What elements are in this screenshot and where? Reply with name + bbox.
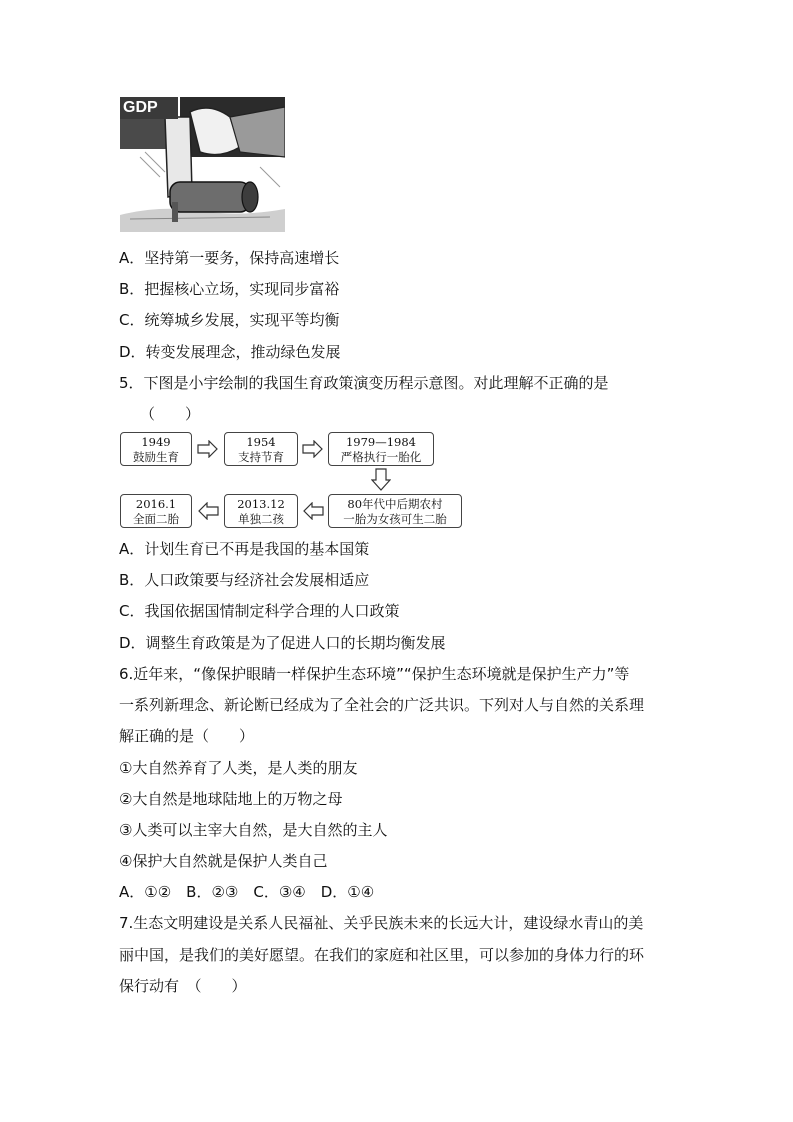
arrow-right-icon [302,440,324,458]
flow-box-year: 1979—1984 [345,435,417,449]
q6-stem-line-2: 一系列新理念、新论断已经成为了全社会的广泛共识。下列对人与自然的关系理 [119,696,645,714]
q7-stem-line-1: 7.生态文明建设是关系人民福祉、关乎民族未来的长远大计，建设绿水青山的美 [119,914,644,932]
flow-box-text: 全面二胎 [133,512,179,526]
flow-box-text: 单独二孩 [238,512,284,526]
flow-box-text: 支持节育 [238,450,284,464]
q4-option-b: B．把握核心立场，实现同步富裕 [119,280,340,298]
q7-stem-line-2: 丽中国，是我们的美好愿望。在我们的家庭和社区里，可以参加的身体力行的环 [119,946,645,964]
arrow-right-icon [197,440,219,458]
cartoon-illustration [120,97,285,232]
arrow-down-icon [371,468,391,492]
flow-box-year: 80年代中后期农村 [347,497,443,511]
q6-item-4: ④保护大自然就是保护人类自己 [119,852,328,870]
flow-box-year: 1949 [141,435,171,449]
q6-item-1: ①大自然养育了人类，是人类的朋友 [119,759,358,777]
flow-box-text: 严格执行一胎化 [340,450,422,464]
flow-box-1954 [224,432,298,466]
q5-stem: 5．下图是小宇绘制的我国生育政策演变历程示意图。对此理解不正确的是 [119,374,609,392]
q5-option-d: D．调整生育政策是为了促进人口的长期均衡发展 [119,634,446,652]
flow-box-1979-1984 [328,432,434,466]
q6-item-3: ③人类可以主宰大自然，是大自然的主人 [119,821,388,839]
flow-box-1980s-rural [328,494,462,528]
flow-box-1949 [120,432,192,466]
q7-stem-line-3: 保行动有 （ ） [119,977,247,995]
q6-choices: A．①② B．②③ C．③④ D．①④ [119,883,375,901]
flow-box-text: 鼓励生育 [133,450,179,464]
gdp-label: GDP [120,97,178,119]
q6-stem-line-3: 解正确的是（ ） [119,727,255,745]
flow-box-2016 [120,494,192,528]
flow-box-year: 1954 [246,435,276,449]
flow-box-year: 2016.1 [135,497,177,511]
q5-option-a: A．计划生育已不再是我国的基本国策 [119,540,370,558]
q4-option-d: D．转变发展理念，推动绿色发展 [119,343,341,361]
arrow-left-icon [197,502,219,520]
q4-option-c: C．统筹城乡发展，实现平等均衡 [119,311,340,329]
q6-stem-line-1: 6.近年来，“像保护眼睛一样保护生态环境”“保护生态环境就是保护生产力”等 [119,665,630,683]
flow-box-text: 一胎为女孩可生二胎 [343,512,447,526]
flow-box-2013 [224,494,298,528]
q6-item-2: ②大自然是地球陆地上的万物之母 [119,790,343,808]
q5-option-b: B．人口政策要与经济社会发展相适应 [119,571,370,589]
q5-option-c: C．我国依据国情制定科学合理的人口政策 [119,602,400,620]
q5-answer-paren: （ ） [140,405,201,423]
flow-box-year: 2013.12 [237,497,285,511]
arrow-left-icon [302,502,324,520]
q4-option-a: A．坚持第一要务，保持高速增长 [119,249,340,267]
